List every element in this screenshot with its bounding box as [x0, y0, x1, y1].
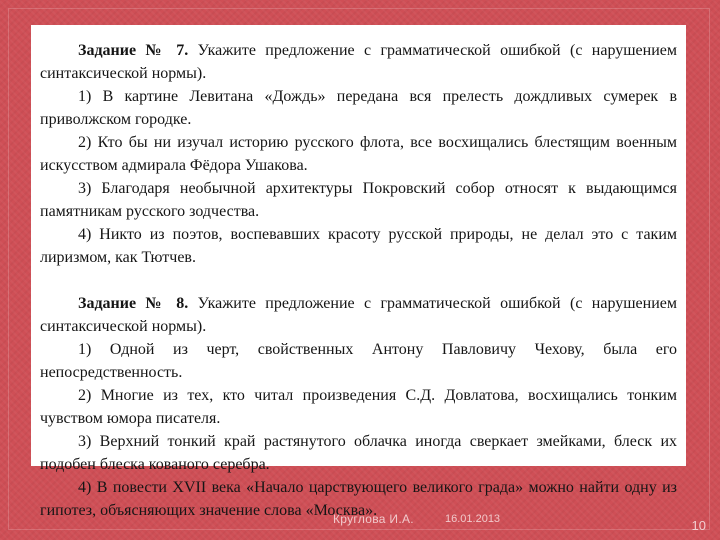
- task-heading: [40, 292, 677, 338]
- answer-option-1: 1) Одной из черт, свойственных Антону Павловичу Чехову, была его непосредственность.: [40, 341, 677, 381]
- answer-option-2: 2) Многие из тех, кто читал произведения С.Д. Довлатова, восхищались тонким чувством юмора писателя.: [40, 387, 677, 427]
- answer-option-3: 3) Благодаря необычной архитектуры Покровский собор относят к выдающимся памятникам русского зодчества.: [40, 180, 677, 220]
- task-heading: [40, 39, 677, 85]
- task-8: [40, 292, 677, 522]
- task-prompt: Укажите предложение с грамматической ошибкой (с нарушением синтаксической нормы).: [40, 42, 678, 82]
- footer-date: 16.01.2013: [445, 513, 501, 525]
- answer-option-3: 3) Верхний тонкий край растянутого облачка иногда сверкает змейками, блеск их подобен блеска кованого серебра.: [40, 433, 677, 473]
- answer-option-4: 4) В повести XVII века «Начало царствующего великого града» можно найти одну из гипотез, объясняющих значение слова «Москва».: [40, 479, 677, 519]
- task-label: Задание № 8.: [78, 295, 189, 312]
- task-label: Задание № 7.: [78, 42, 189, 59]
- answer-option-2: 2) Кто бы ни изучал историю русского флота, все восхищались блестящим военным искусством адмирала Фёдора Ушакова.: [40, 134, 677, 174]
- task-prompt: Укажите предложение с грамматической ошибкой (с нарушением синтаксической нормы).: [40, 295, 678, 335]
- task-7: [40, 39, 677, 269]
- page-number: 10: [691, 518, 706, 533]
- answer-option-4: 4) Никто из поэтов, воспевавших красоту русской природы, не делал это с таким лиризмом, как Тютчев.: [40, 226, 677, 266]
- answer-option-1: 1) В картине Левитана «Дождь» передана вся прелесть дождливых сумерек в приволжском городке.: [40, 88, 677, 128]
- footer-author: Круглова И.А.: [333, 512, 414, 526]
